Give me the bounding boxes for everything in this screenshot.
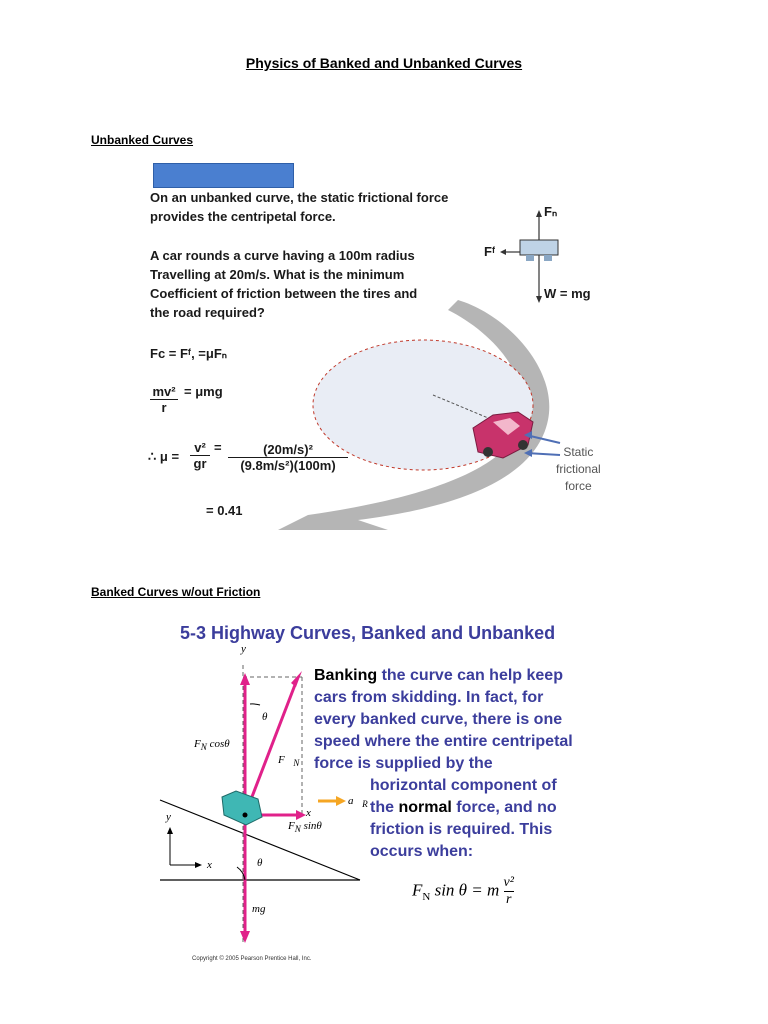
equation-substitution [228,442,348,473]
problem-line: On an unbanked curve, the static frictional force [150,190,449,205]
equation-result: = 0.41 [206,503,243,518]
formula-text: sin θ = m [430,880,504,900]
unbanked-curve-figure [148,160,618,530]
label-x-small: x [306,807,311,819]
fraction-denominator: r [161,400,167,415]
body-line [314,665,573,687]
body-line: occurs when: [370,843,474,860]
label-subscript: N [293,758,300,769]
body-emphasis: Banking [314,667,378,684]
annotation-line: Static [563,445,594,459]
banked-curve-figure [150,615,620,975]
label-subscript: N [294,824,301,835]
banked-formula [412,875,514,908]
label-y-top: y [241,643,246,655]
fraction-numerator: (20m/s)² [228,442,348,458]
normal-force-arrow [245,677,298,815]
car-icon [222,791,262,825]
equation-mu-prefix: ∴ μ = [148,449,180,464]
formula-subscript: N [422,890,431,903]
label-text: F [288,820,295,832]
fraction-numerator: mv² [150,384,178,400]
fbd-weight-label: W = mg [544,286,591,301]
body-emphasis: normal [398,799,452,816]
body-line: speed where the entire centripetal [314,733,573,750]
equation-force-balance: Fᴄ = Fᶠ, =μFₙ [150,346,227,361]
fbd-friction-label: Fᶠ [484,244,496,259]
equation-mv2-numerator [150,384,178,415]
body-text: the curve can help keep [377,667,563,684]
fraction-denominator: (9.8m/s²)(100m) [240,458,336,473]
label-axis-y: y [166,811,171,823]
section-heading-banked: Banked Curves w/out Friction [91,585,261,599]
fraction-denominator: r [506,892,512,907]
fbd-normal-label: Fₙ [544,204,558,219]
body-text: the [370,799,399,816]
fraction-numerator: v² [190,440,210,456]
slide-title: 5-3 Highway Curves, Banked and Unbanked [180,623,556,643]
slide-body-text [314,665,573,863]
annotation-line: frictional [556,462,601,476]
problem-line: Coefficient of friction between the tires and [150,286,418,301]
static-friction-annotation [556,444,601,495]
problem-line: provides the centripetal force. [150,209,336,224]
label-fn-cos [194,738,230,752]
horizontal-arrowhead [296,810,306,820]
vertical-arrowhead [240,673,250,685]
label-subscript: N [200,742,207,753]
body-line [314,797,573,819]
section-heading-unbanked: Unbanked Curves [91,133,194,147]
page-title: Physics of Banked and Unbanked Curves [245,55,523,71]
label-theta-bottom: θ [257,857,263,869]
body-line: horizontal component of [370,777,557,794]
body-text: force, and no [451,799,557,816]
label-text: cosθ [206,738,230,750]
problem-line: A car rounds a curve having a 100m radius [150,248,415,263]
copyright-text: Copyright © 2005 Pearson Prentice Hall, Inc. [192,956,312,962]
equation-v2-gr [190,440,210,471]
fraction-numerator: v² [503,875,514,890]
label-text: F⃗ [278,754,294,766]
equation-mu-mg: = μmg [184,384,223,399]
body-line: cars from skidding. In fact, for [314,689,544,706]
annotation-line: force [565,479,592,493]
label-theta-top: θ [262,711,268,723]
label-mg: mg⃗ [252,903,274,915]
body-line: friction is required. This [370,821,553,838]
label-text: sinθ [300,820,322,832]
problem-line: Travelling at 20m/s. What is the minimum [150,267,405,282]
body-line: every banked curve, there is one [314,711,563,728]
label-fn-vector [278,754,299,768]
fraction-denominator: gr [193,456,207,471]
body-line: force is supplied by the [314,755,493,772]
problem-line: the road required? [150,305,265,320]
theta-arc-top [250,704,260,705]
label-subscript: R [362,799,368,810]
normal-arrowhead [291,671,302,687]
label-axis-x: x [207,859,212,871]
label-text: a⃗ [348,795,363,807]
equation-equals: = [214,440,222,455]
formula-text: F [412,880,423,900]
weight-arrowhead [240,931,250,943]
label-text: F [194,738,201,750]
formula-fraction [504,875,514,908]
